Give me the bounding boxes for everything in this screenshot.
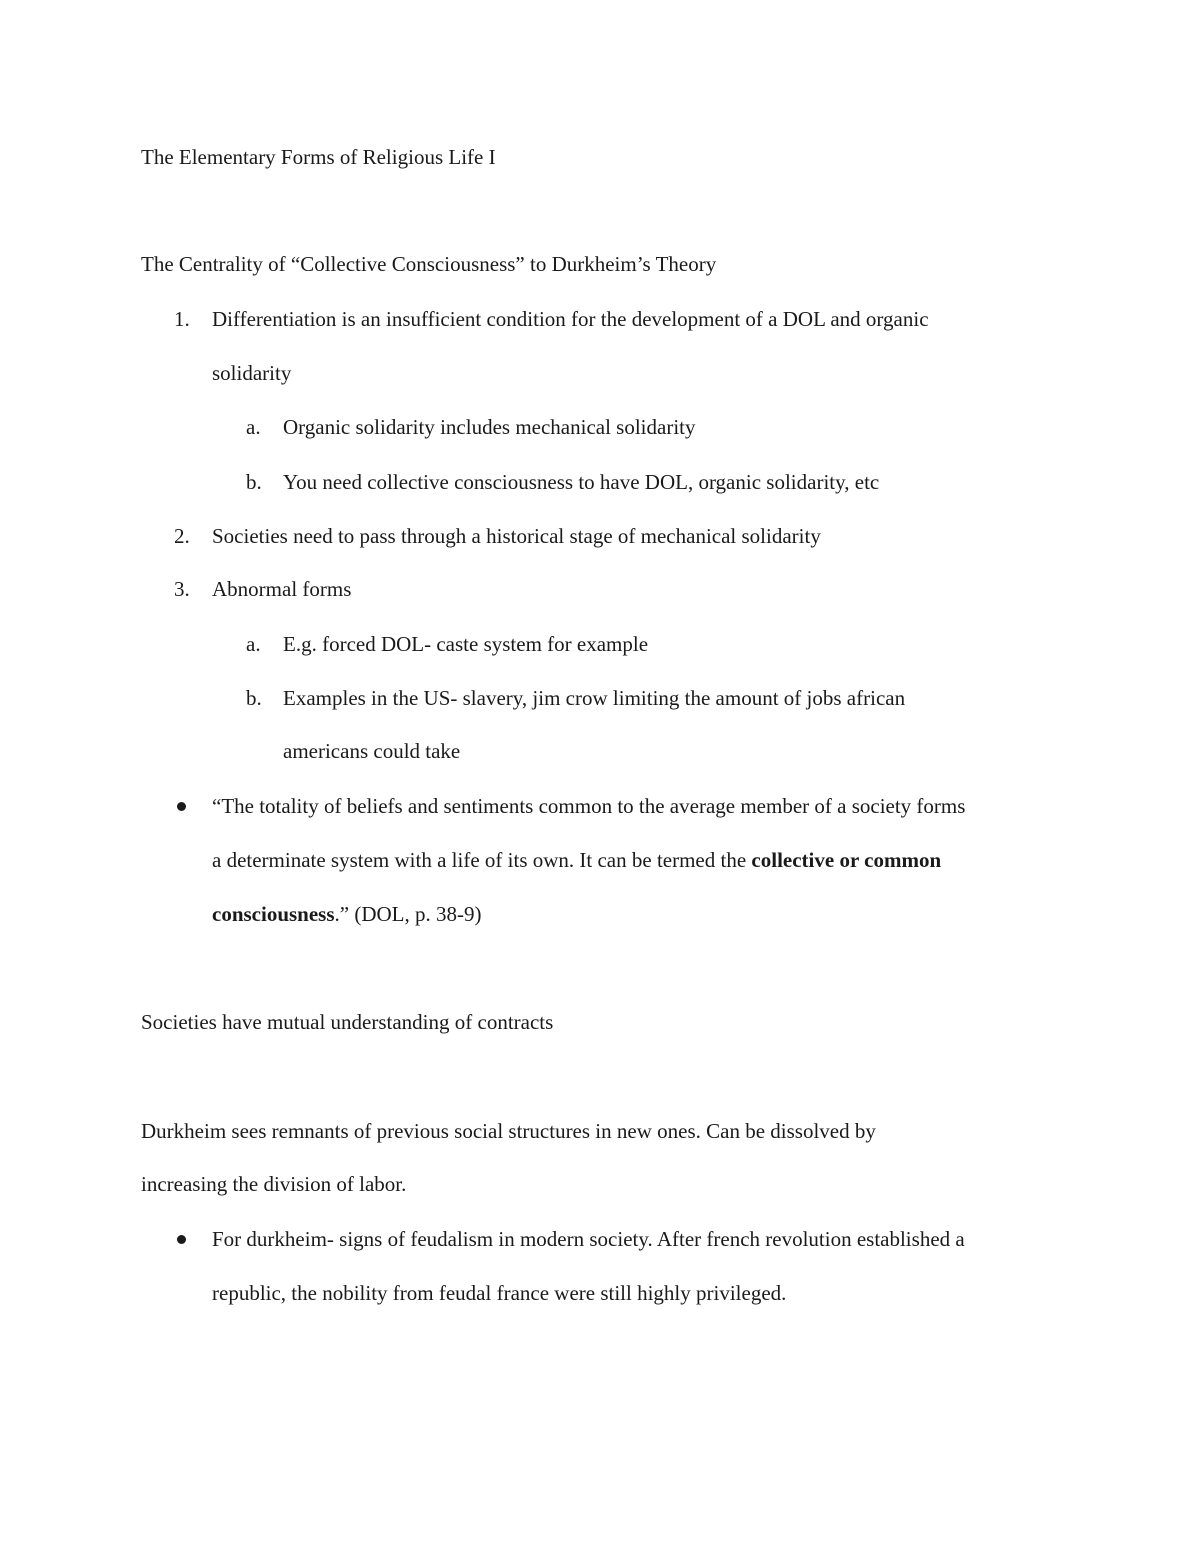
quote-emphasis-2: consciousness	[212, 902, 335, 926]
list-marker-1b: b.	[246, 470, 262, 494]
list-marker-1: 1.	[174, 307, 190, 331]
list-item-1b: You need collective consciousness to have DOL, organic solidarity, etc	[283, 470, 880, 494]
list-item-1a: Organic solidarity includes mechanical solidarity	[283, 415, 696, 439]
list-item-1-line2: solidarity	[212, 361, 292, 385]
list-item-1-line1: Differentiation is an insufficient condition for the development of a DOL and organic	[212, 307, 929, 331]
list-item-3: Abnormal forms	[212, 577, 352, 601]
paragraph-remnants-line1: Durkheim sees remnants of previous social structures in new ones. Can be dissolved by	[141, 1119, 876, 1143]
list-marker-3b: b.	[246, 686, 262, 710]
list-item-2: Societies need to pass through a historical stage of mechanical solidarity	[212, 524, 821, 548]
quote-line3	[212, 901, 482, 927]
quote-line1: “The totality of beliefs and sentiments common to the average member of a society forms	[212, 794, 966, 818]
document-title: The Elementary Forms of Religious Life I	[141, 145, 496, 169]
list-marker-2: 2.	[174, 524, 190, 548]
list-marker-3a: a.	[246, 632, 261, 656]
bullet-feudalism-line2: republic, the nobility from feudal france were still highly privileged.	[212, 1281, 787, 1305]
bullet-icon	[177, 802, 186, 811]
quote-citation: .” (DOL, p. 38-9)	[334, 902, 482, 926]
quote-emphasis-1: collective or common	[751, 848, 942, 872]
bullet-feudalism-line1: For durkheim- signs of feudalism in modern society. After french revolution established a	[212, 1227, 965, 1251]
paragraph-contracts: Societies have mutual understanding of contracts	[141, 1010, 554, 1034]
list-item-3a: E.g. forced DOL- caste system for example	[283, 632, 649, 656]
list-item-3b-line1: Examples in the US- slavery, jim crow limiting the amount of jobs african	[283, 686, 906, 710]
bullet-icon	[177, 1235, 186, 1244]
quote-line2-text: a determinate system with a life of its own. It can be termed the	[212, 848, 752, 872]
quote-line2	[212, 847, 941, 873]
list-marker-3: 3.	[174, 577, 190, 601]
list-marker-1a: a.	[246, 415, 261, 439]
list-item-3b-line2: americans could take	[283, 739, 461, 763]
paragraph-remnants-line2: increasing the division of labor.	[141, 1172, 407, 1196]
section-heading: The Centrality of “Collective Consciousness” to Durkheim’s Theory	[141, 252, 717, 276]
